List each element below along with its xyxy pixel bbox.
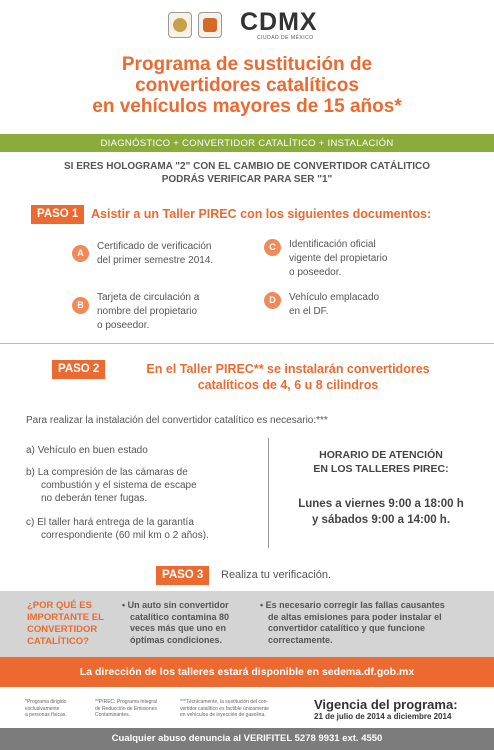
schedule-divider — [268, 438, 269, 548]
doc-c-text: Identificación oficial vigente del propietario o poseedor. — [289, 239, 388, 278]
vigencia-dates: 21 de julio de 2014 a diciembre 2014 — [314, 712, 452, 721]
paso3-badge: PASO 3 — [156, 566, 209, 585]
program-components-bar: DIAGNÓSTICO + CONVERTIDOR CATALÍTICO + INSTALACIÓN — [100, 138, 394, 149]
why-bullet-1: • Un auto sin convertidor catalítico contamina 80 veces más que uno en óptimas condiciones. — [122, 600, 230, 645]
requirement-c: c) El taller hará entrega de la garantía correspondiente (60 mil km o 2 años). — [26, 517, 209, 541]
paso2-heading: En el Taller PIREC** se instalarán convertidores catalíticos de 4, 6 u 8 cilindros — [146, 362, 430, 392]
paso1-badge: PASO 1 — [31, 205, 84, 224]
schedule-title: HORARIO DE ATENCIÓN EN LOS TALLERES PIREC: — [313, 449, 449, 475]
coat-of-arms-logo — [168, 12, 192, 38]
cdmx-logo-text: CDMX — [240, 8, 318, 36]
doc-b-marker: B — [72, 297, 89, 314]
requirement-b: b) La compresión de las cámaras de combustión y el sistema de escape no deberán tener fugas. — [26, 467, 197, 504]
doc-c-marker: C — [264, 239, 281, 256]
paso3-text: Realiza tu verificación. — [221, 569, 332, 581]
doc-b-text: Tarjeta de circulación a nombre del propietario o poseedor. — [97, 292, 200, 331]
cdmx-subtitle: CIUDAD DE MÉXICO — [257, 35, 314, 41]
requirement-a: a) Vehículo en buen estado — [26, 445, 148, 456]
sedema-logo — [198, 12, 222, 38]
government-logos — [168, 10, 222, 40]
doc-a-text: Certificado de verificación del primer semestre 2014. — [97, 241, 214, 266]
paso2-badge: PASO 2 — [52, 360, 105, 379]
why-question: ¿POR QUÉ ES IMPORTANTE EL CONVERTIDOR CATALÍTICO? — [27, 600, 104, 647]
paso1-heading: Asistir a un Taller PIREC con los siguientes documentos: — [91, 207, 432, 221]
verifitel-bar: Cualquier abuso denuncia al VERIFITEL 5278 9931 ext. 4550 — [0, 728, 494, 750]
vigencia-title: Vigencia del programa: — [314, 697, 458, 712]
footnote-3: ***Técnicamente, la sustitución del con- vertidor catalítico es factible únicamente en vehículos de inyección de gasolina. — [180, 699, 269, 718]
doc-a-marker: A — [72, 245, 89, 262]
paso2-intro: Para realizar la instalación del convertidor catalítico es necesario:*** — [26, 415, 328, 426]
schedule-hours: Lunes a viernes 9:00 a 18:00 h y sábados 9:00 a 14:00 h. — [298, 498, 464, 526]
holograma-notice: SI ERES HOLOGRAMA "2" CON EL CAMBIO DE CONVERTIDOR CATÁLITICO PODRÁS VERIFICAR PARA SER "1" — [64, 161, 430, 185]
why-bullet-2: • Es necesario corregir las fallas causantes de altas emisiones para poder instalar el convertidor catalítico y que funcione correctamente. — [260, 600, 445, 645]
divider — [0, 343, 494, 344]
footnote-2: **PIREC: Programa Integral de Reducción de Emisiones Contaminantes. — [95, 699, 157, 718]
address-band: La dirección de los talleres estará disponible en sedema.df.gob.mx — [0, 657, 494, 687]
page-title: Programa de sustitución de convertidores catalíticos en vehículos mayores de 15 años* — [92, 54, 402, 117]
doc-d-text: Vehículo emplacado en el DF. — [289, 292, 380, 317]
footnote-1: *Programa dirigido exclusivamente a personas físicas. — [25, 699, 67, 718]
doc-d-marker: D — [264, 292, 281, 309]
